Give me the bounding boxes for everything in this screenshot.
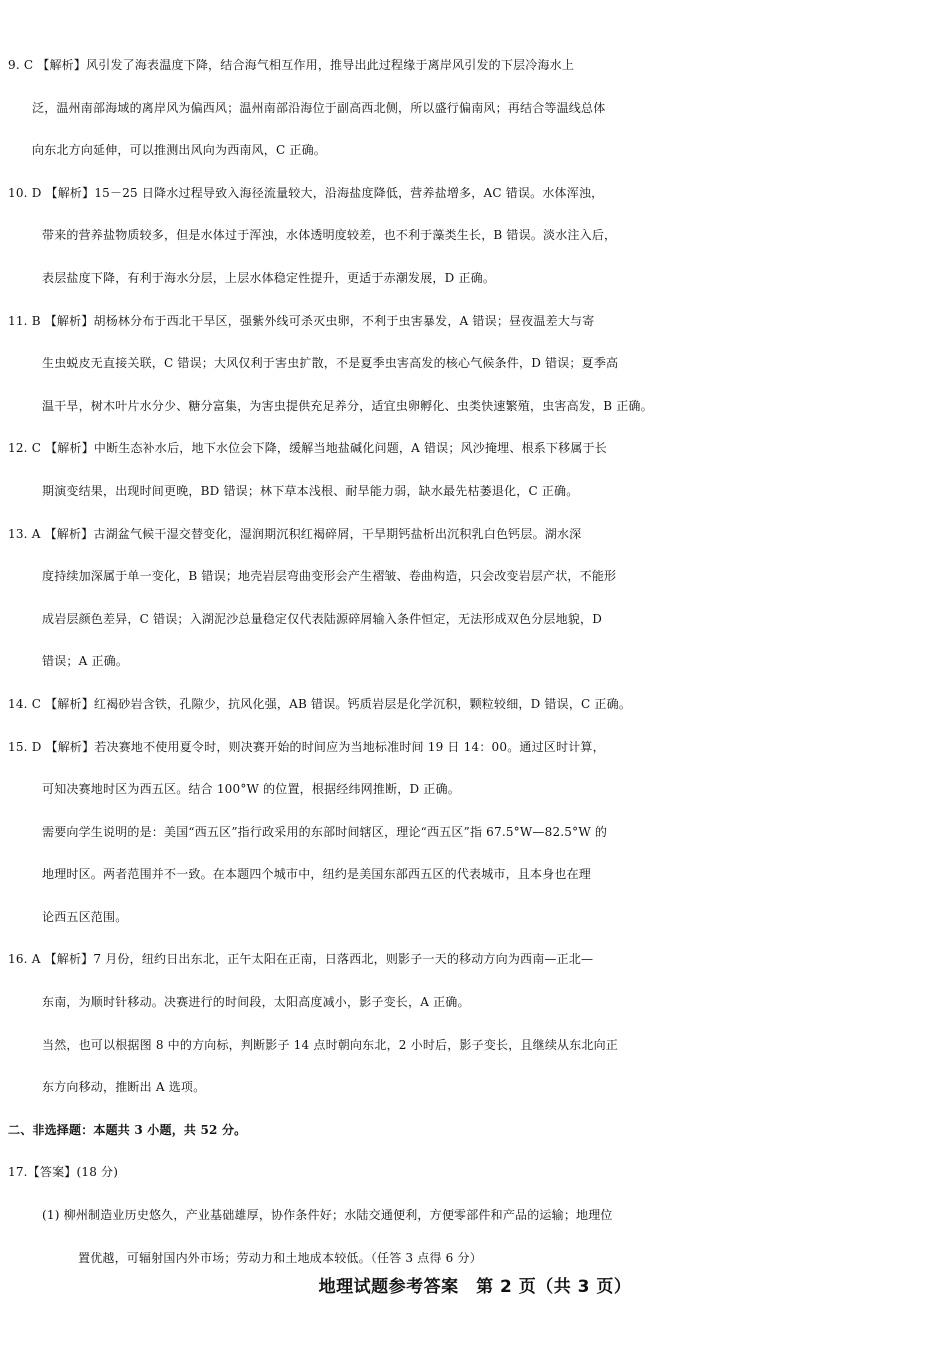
q9-line-3: 向东北方向延伸，可以推测出风向为西南风，C 正确。	[32, 143, 326, 158]
q9-line-2: 泛，温州南部海域的离岸风为偏西风；温州南部沿海位于副高西北侧，所以盛行偏南风；再结合等温线总体	[32, 100, 606, 115]
q12-line-1: 12. C 【解析】中断生态补水后，地下水位会下降，缓解当地盐碱化问题，A 错误；风沙掩埋、根系下移属于长	[8, 441, 607, 456]
answer-content	[0, 44, 950, 1279]
q15-note-line-2: 地理时区。两者范围并不一致。在本题四个城市中，纽约是美国东部西五区的代表城市，且本身也在理	[42, 867, 592, 882]
q9-line-1: 9. C 【解析】风引发了海表温度下降，结合海气相互作用，推导出此过程缘于离岸风引发的下层冷海水上	[8, 58, 575, 72]
q16-note-line-1: 当然，也可以根据图 8 中的方向标，判断影子 14 点时朝向东北，2 小时后，影子变长，且继续从东北向正	[42, 1037, 619, 1052]
q13-line-1: 13. A 【解析】古湖盆气候干湿交替变化，湿润期沉积红褐碎屑，干旱期钙盐析出沉积乳白色钙层。湖水深	[8, 526, 582, 541]
q16-line-1: 16. A 【解析】7 月份，纽约日出东北，正午太阳在正南，日落西北，则影子一天的移动方向为西南—正北—	[8, 952, 594, 967]
q11-line-1: 11. B 【解析】胡杨林分布于西北干旱区，强紫外线可杀灭虫卵，不利于虫害暴发，A 错误；昼夜温差大与寄	[8, 313, 595, 328]
q11-line-3: 温干旱，树木叶片水分少、糖分富集，为害虫提供充足养分，适宜虫卵孵化、虫类快速繁殖，虫害高发，B 正确。	[42, 398, 653, 413]
q15-line-1: 15. D 【解析】若决赛地不使用夏令时，则决赛开始的时间应为当地标准时间 19 日 14：00。通过区时计算，	[8, 739, 605, 754]
q16-note-line-2: 东方向移动，推断出 A 选项。	[42, 1080, 206, 1095]
section-title-nonchoice: 二、非选择题：本题共 3 小题，共 52 分。	[8, 1122, 247, 1137]
q10-line-3: 表层盐度下降，有利于海水分层，上层水体稳定性提升，更适于赤潮发展，D 正确。	[42, 270, 496, 285]
q10-line-1: 10. D 【解析】15－25 日降水过程导致入海径流量较大，沿海盐度降低，营养盐增多，AC 错误。水体浑浊，	[8, 185, 604, 200]
q17-part1-line-1: (1) 柳州制造业历史悠久，产业基础雄厚，协作条件好；水陆交通便利，方便零部件和产品的运输；地理位	[42, 1208, 613, 1223]
q13-line-4: 错误；A 正确。	[42, 654, 129, 669]
q15-note-line-1: 需要向学生说明的是：美国“西五区”指行政采用的东部时间辖区，理论“西五区”指 67.5°W—82.5°W 的	[42, 824, 608, 839]
page-footer: 地理试题参考答案 第 2 页（共 3 页）	[318, 1277, 632, 1297]
q14-line-1: 14. C 【解析】红褐砂岩含铁，孔隙少，抗风化强，AB 错误。钙质岩层是化学沉积，颗粒较细，D 错误，C 正确。	[8, 696, 632, 711]
q12-line-2: 期演变结果，出现时间更晚，BD 错误；林下草本浅根、耐旱能力弱，缺水最先枯萎退化，C 正确。	[42, 483, 579, 498]
q15-line-2: 可知决赛地时区为西五区。结合 100°W 的位置，根据经纬网推断，D 正确。	[42, 782, 460, 797]
q16-line-2: 东南，为顺时针移动。决赛进行的时间段，太阳高度减小，影子变长，A 正确。	[42, 995, 470, 1010]
q15-note-line-3: 论西五区范围。	[42, 909, 128, 924]
q11-line-2: 生虫蜕皮无直接关联，C 错误；大风仅利于害虫扩散，不是夏季虫害高发的核心气候条件，D 错误；夏季高	[42, 356, 619, 371]
q10-line-2: 带来的营养盐物质较多，但是水体过于浑浊，水体透明度较差，也不利于藻类生长，B 错误。淡水注入后，	[42, 228, 617, 243]
q13-line-3: 成岩层颜色差异，C 错误；入湖泥沙总量稳定仅代表陆源碎屑输入条件恒定，无法形成双色分层地貌，D	[42, 611, 603, 626]
q17-part1-line-2: 置优越，可辐射国内外市场；劳动力和土地成本较低。（任答 3 点得 6 分）	[78, 1250, 482, 1265]
q17-answer-heading: 17.【答案】(18 分)	[8, 1165, 119, 1180]
q13-line-2: 度持续加深属于单一变化，B 错误；地壳岩层弯曲变形会产生褶皱、卷曲构造，只会改变岩层产状，不能形	[42, 569, 617, 584]
